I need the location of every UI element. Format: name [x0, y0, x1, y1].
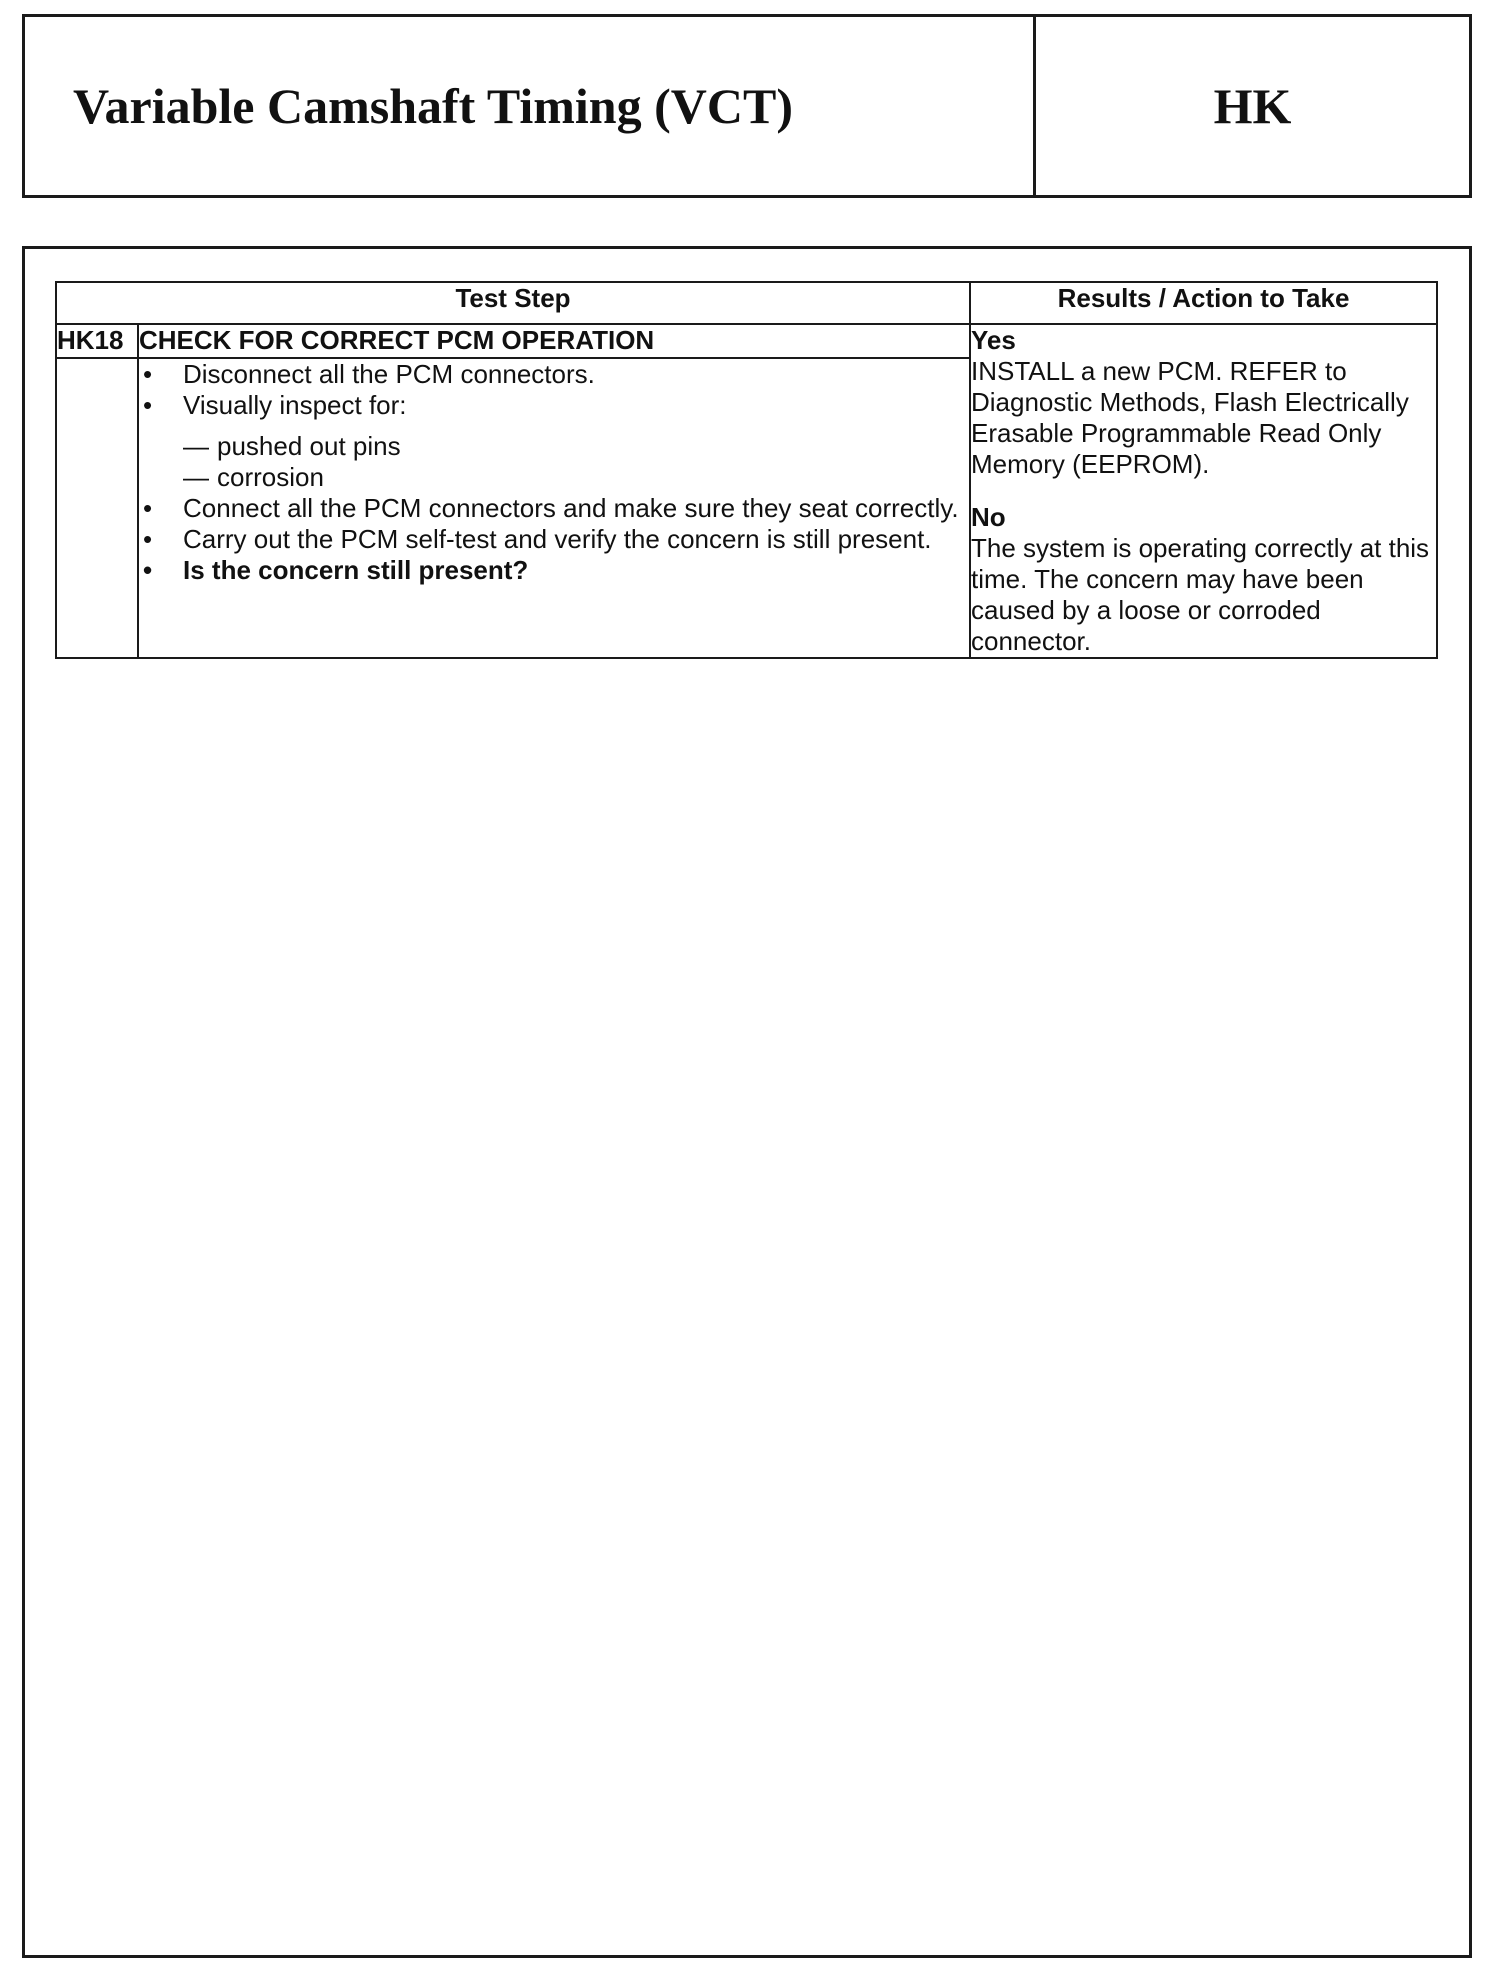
list-item-question: • Is the concern still present? [139, 555, 969, 586]
test-step-table [55, 281, 1438, 659]
result-yes-text: INSTALL a new PCM. REFER to Diagnostic Methods, Flash Electrically Erasable Programmable Read Only Memory (EEPROM). [971, 356, 1409, 479]
sublist-item-text: corrosion [217, 462, 324, 492]
column-header-test-step: Test Step [56, 282, 970, 324]
sublist-item [183, 462, 969, 493]
page-title: Variable Camshaft Timing (VCT) [25, 17, 1036, 195]
step-title-row [56, 324, 1437, 358]
sublist-item [183, 431, 969, 462]
dash-glyph: — [183, 431, 209, 461]
list-item: • Carry out the PCM self-test and verify the concern is still present. [139, 524, 969, 555]
section-code: HK [1213, 78, 1292, 134]
step-instructions [138, 358, 970, 658]
instruction-list [139, 359, 969, 586]
list-item-text: Visually inspect for: [183, 390, 407, 420]
dash-glyph: — [183, 462, 209, 492]
step-title: CHECK FOR CORRECT PCM OPERATION [138, 324, 970, 358]
step-id-blank [56, 358, 138, 658]
list-item [139, 390, 969, 493]
page-header [22, 14, 1472, 198]
result-yes-label: Yes [971, 325, 1016, 355]
results-cell [970, 324, 1437, 658]
result-no-label: No [971, 502, 1006, 532]
result-no [971, 502, 1436, 657]
result-yes [971, 325, 1436, 480]
list-item: • Connect all the PCM connectors and make sure they seat correctly. [139, 493, 969, 524]
table-header-row [56, 282, 1437, 324]
inspection-sublist [183, 431, 969, 493]
step-id: HK18 [56, 324, 138, 358]
result-no-text: The system is operating correctly at this time. The concern may have been caused by a loose or corroded connector. [971, 533, 1430, 656]
column-header-results: Results / Action to Take [970, 282, 1437, 324]
list-item: • Disconnect all the PCM connectors. [139, 359, 969, 390]
sublist-item-text: pushed out pins [217, 431, 401, 461]
